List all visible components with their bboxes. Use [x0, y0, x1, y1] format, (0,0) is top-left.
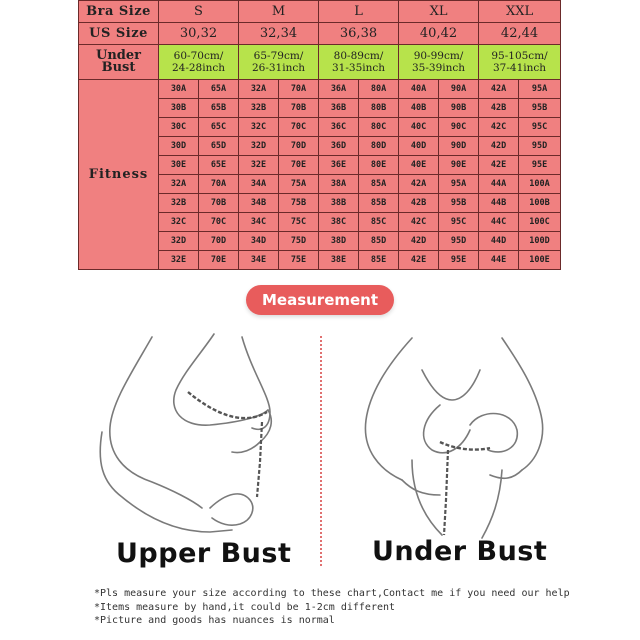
bra-size-label: Bra Size	[79, 1, 159, 23]
size-cell: 100B	[519, 194, 561, 213]
size-cell: 40B	[399, 99, 439, 118]
size-cell: 85D	[359, 232, 399, 251]
size-cell: 70B	[199, 194, 239, 213]
under-tape-end	[444, 450, 448, 535]
us-size-row	[79, 23, 561, 45]
size-xl: XL	[399, 1, 479, 23]
upper-hand	[210, 494, 253, 525]
size-cell: 42A	[399, 175, 439, 194]
size-cell: 95E	[439, 251, 479, 270]
upper-bust-illustration	[92, 332, 292, 544]
under-bust-s: 60-70cm/ 24-28inch	[159, 45, 239, 80]
size-cell: 70E	[199, 251, 239, 270]
size-cell: 65B	[199, 99, 239, 118]
size-cell: 30A	[159, 80, 199, 99]
measurement-title: Measurement	[246, 285, 394, 315]
size-cell: 95B	[519, 99, 561, 118]
size-cell: 32B	[239, 99, 279, 118]
size-cell: 32A	[239, 80, 279, 99]
size-cell: 40E	[399, 156, 439, 175]
under-tape-measure	[440, 442, 490, 450]
under-hands	[402, 470, 522, 495]
upper-tape-measure	[188, 392, 267, 418]
size-cell: 32C	[159, 213, 199, 232]
size-cell: 95E	[519, 156, 561, 175]
size-cell: 42B	[479, 99, 519, 118]
under-bust-label: Under Bust	[79, 45, 159, 80]
size-cell: 42D	[399, 232, 439, 251]
note-item: *Items measure by hand,it could be 1-2cm different	[94, 601, 396, 613]
size-cell: 34B	[239, 194, 279, 213]
size-cell: 34E	[239, 251, 279, 270]
size-m: M	[239, 1, 319, 23]
under-neckline	[422, 370, 480, 400]
size-cell: 30D	[159, 137, 199, 156]
size-cell: 80C	[359, 118, 399, 137]
size-cell: 95C	[439, 213, 479, 232]
size-cell: 75E	[279, 251, 319, 270]
size-xxl: XXL	[479, 1, 561, 23]
size-cell: 32D	[239, 137, 279, 156]
size-cell: 44A	[479, 175, 519, 194]
size-cell: 44D	[479, 232, 519, 251]
size-cell: 36E	[319, 156, 359, 175]
size-cell: 40A	[399, 80, 439, 99]
size-cell: 65A	[199, 80, 239, 99]
size-cell: 85E	[359, 251, 399, 270]
us-size-xl: 40,42	[399, 23, 479, 45]
size-cell: 70E	[279, 156, 319, 175]
size-cell: 95A	[519, 80, 561, 99]
size-cell: 36D	[319, 137, 359, 156]
size-cell: 42C	[479, 118, 519, 137]
size-cell: 90C	[439, 118, 479, 137]
size-cell: 44C	[479, 213, 519, 232]
size-cell: 32A	[159, 175, 199, 194]
size-cell: 70A	[279, 80, 319, 99]
size-cell: 38E	[319, 251, 359, 270]
size-cell: 95A	[439, 175, 479, 194]
bra-size-row	[79, 1, 561, 23]
us-size-s: 30,32	[159, 23, 239, 45]
size-cell: 65E	[199, 156, 239, 175]
size-cell: 44B	[479, 194, 519, 213]
table-row	[79, 80, 561, 99]
fitness-body	[79, 80, 561, 270]
upper-tape-end	[257, 422, 262, 497]
size-cell: 32D	[159, 232, 199, 251]
size-cell: 42C	[399, 213, 439, 232]
upper-bust-caption: Upper Bust	[116, 538, 292, 569]
size-cell: 95D	[519, 137, 561, 156]
under-bust-xxl: 95-105cm/ 37-41inch	[479, 45, 561, 80]
size-cell: 32C	[239, 118, 279, 137]
size-cell: 40D	[399, 137, 439, 156]
size-cell: 42E	[399, 251, 439, 270]
size-cell: 65D	[199, 137, 239, 156]
size-cell: 75D	[279, 232, 319, 251]
size-cell: 36B	[319, 99, 359, 118]
size-cell: 32E	[159, 251, 199, 270]
size-cell: 70D	[199, 232, 239, 251]
note-item: *Pls measure your size according to these chart,Contact me if you need our help	[94, 588, 570, 599]
size-cell: 36C	[319, 118, 359, 137]
size-l: L	[319, 1, 399, 23]
size-cell: 34D	[239, 232, 279, 251]
size-cell: 32B	[159, 194, 199, 213]
under-bust-row	[79, 45, 561, 80]
size-cell: 65C	[199, 118, 239, 137]
size-cell: 95C	[519, 118, 561, 137]
size-cell: 70C	[279, 118, 319, 137]
size-cell: 85A	[359, 175, 399, 194]
size-cell: 90E	[439, 156, 479, 175]
size-cell: 34A	[239, 175, 279, 194]
size-cell: 40C	[399, 118, 439, 137]
size-cell: 100E	[519, 251, 561, 270]
under-torso	[412, 460, 502, 538]
us-size-xxl: 42,44	[479, 23, 561, 45]
size-cell: 44E	[479, 251, 519, 270]
size-cell: 70A	[199, 175, 239, 194]
size-s: S	[159, 1, 239, 23]
size-cell: 85C	[359, 213, 399, 232]
upper-arm-raised	[174, 334, 268, 425]
size-cell: 75C	[279, 213, 319, 232]
notes	[94, 587, 570, 628]
size-cell: 75A	[279, 175, 319, 194]
size-cell: 30C	[159, 118, 199, 137]
size-cell: 38C	[319, 213, 359, 232]
size-cell: 38A	[319, 175, 359, 194]
size-cell: 38D	[319, 232, 359, 251]
size-cell: 32E	[239, 156, 279, 175]
fitness-label: Fitness	[79, 80, 159, 270]
upper-breast	[232, 410, 271, 453]
size-cell: 70B	[279, 99, 319, 118]
size-cell: 80B	[359, 99, 399, 118]
size-cell: 80E	[359, 156, 399, 175]
us-size-label: US Size	[79, 23, 159, 45]
under-bust-illustration	[352, 330, 552, 544]
us-size-m: 32,34	[239, 23, 319, 45]
size-cell: 70C	[199, 213, 239, 232]
under-bust-m: 65-79cm/ 26-31inch	[239, 45, 319, 80]
size-cell: 90A	[439, 80, 479, 99]
size-cell: 80A	[359, 80, 399, 99]
size-cell: 70D	[279, 137, 319, 156]
size-cell: 42E	[479, 156, 519, 175]
size-cell: 90D	[439, 137, 479, 156]
size-cell: 90B	[439, 99, 479, 118]
under-left-arm	[365, 338, 412, 480]
under-right-breast	[470, 414, 517, 452]
size-cell: 30B	[159, 99, 199, 118]
size-cell: 42B	[399, 194, 439, 213]
size-cell: 95B	[439, 194, 479, 213]
size-cell: 34C	[239, 213, 279, 232]
size-cell: 95D	[439, 232, 479, 251]
size-cell: 100A	[519, 175, 561, 194]
note-item: *Picture and goods has nuances is normal	[94, 615, 335, 626]
size-cell: 85B	[359, 194, 399, 213]
size-cell: 36A	[319, 80, 359, 99]
size-cell: 75B	[279, 194, 319, 213]
size-cell: 80D	[359, 137, 399, 156]
size-table	[78, 0, 561, 270]
upper-torso	[100, 432, 232, 532]
us-size-l: 36,38	[319, 23, 399, 45]
size-cell: 100C	[519, 213, 561, 232]
size-cell: 42D	[479, 137, 519, 156]
size-cell: 38B	[319, 194, 359, 213]
size-cell: 42A	[479, 80, 519, 99]
under-bust-caption: Under Bust	[372, 536, 548, 567]
size-chart	[78, 0, 560, 264]
under-bust-l: 80-89cm/ 31-35inch	[319, 45, 399, 80]
size-cell: 30E	[159, 156, 199, 175]
size-cell: 100D	[519, 232, 561, 251]
section-divider	[320, 336, 322, 566]
under-bust-xl: 90-99cm/ 35-39inch	[399, 45, 479, 80]
